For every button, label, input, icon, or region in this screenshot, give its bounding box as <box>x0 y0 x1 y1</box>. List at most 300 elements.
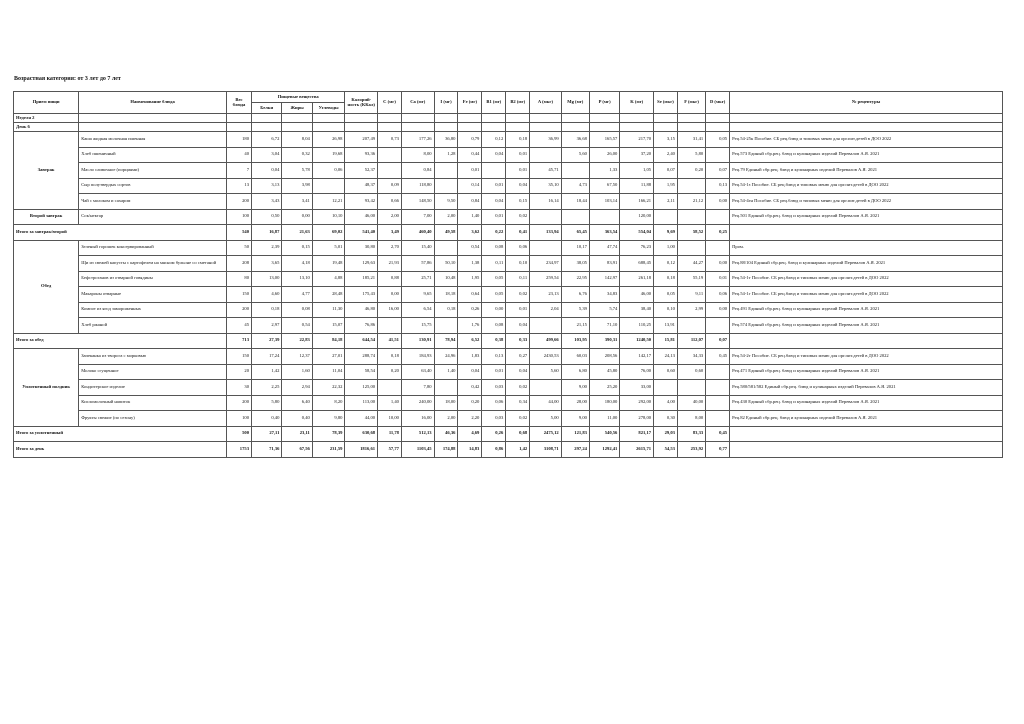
header-weight: Вес блюда <box>227 92 252 114</box>
value-cell: 1,60 <box>282 364 312 380</box>
value-cell: 0,44 <box>458 147 482 163</box>
value-cell: 0,30 <box>654 411 678 427</box>
header-ca: Ca (мг) <box>401 92 434 114</box>
value-cell: 35,10 <box>530 178 562 194</box>
value-cell: 11,04 <box>312 364 345 380</box>
total-row <box>14 333 1003 349</box>
value-cell: 0,02 <box>506 209 530 225</box>
table-row <box>14 178 1003 194</box>
dish-name: Зеленый горошек консервированный <box>79 240 227 256</box>
value-cell: 10,48 <box>434 271 458 287</box>
value-cell: 9,11 <box>677 287 705 303</box>
value-cell: 2,40 <box>654 147 678 163</box>
value-cell: 2,70 <box>378 240 402 256</box>
value-cell: 28,48 <box>312 287 345 303</box>
dish-name: Кисломолочный напиток <box>79 395 227 411</box>
value-cell: 5,60 <box>561 147 589 163</box>
value-cell: 33,00 <box>620 380 654 396</box>
value-cell: 18,44 <box>561 194 589 210</box>
value-cell: 0,04 <box>506 364 530 380</box>
value-cell: 512,13 <box>401 426 434 442</box>
value-cell: 1,00 <box>654 240 678 256</box>
value-cell: 0,11 <box>506 271 530 287</box>
value-cell: 0,04 <box>506 178 530 194</box>
value-cell: 554,04 <box>620 225 654 241</box>
value-cell <box>434 163 458 179</box>
value-cell: 0,38 <box>482 333 506 349</box>
dish-name: Сыр полутвердых сортов <box>79 178 227 194</box>
value-cell <box>530 147 562 163</box>
value-cell: 93,42 <box>345 194 378 210</box>
recipe-cell <box>730 442 1003 458</box>
value-cell: 0,00 <box>378 287 402 303</box>
total-label: Итого за день <box>14 442 227 458</box>
table-row <box>14 147 1003 163</box>
total-row <box>14 442 1003 458</box>
value-cell: 0,20 <box>378 364 402 380</box>
value-cell: 4,73 <box>561 178 589 194</box>
value-cell: 9,65 <box>401 287 434 303</box>
value-cell: 0,20 <box>458 395 482 411</box>
value-cell <box>561 209 589 225</box>
day-label: День 6 <box>14 123 79 132</box>
recipe-cell: Рец.501 Единый сбр.рец. блюд и кулинарных изделий Перевалов А.Я. 2021 <box>730 209 1003 225</box>
value-cell: 18,18 <box>434 287 458 303</box>
value-cell: 200 <box>227 395 252 411</box>
value-cell: 5,80 <box>677 147 705 163</box>
value-cell: 166,21 <box>620 194 654 210</box>
value-cell: 69,02 <box>312 225 345 241</box>
value-cell: 2,25 <box>251 380 281 396</box>
value-cell: 3,41 <box>282 194 312 210</box>
header-i: I (мг) <box>434 92 458 114</box>
header-b1: B1 (мг) <box>482 92 506 114</box>
value-cell: 17,24 <box>251 349 281 365</box>
value-cell <box>706 147 730 163</box>
value-cell: 5,39 <box>561 302 589 318</box>
value-cell: 8,04 <box>282 132 312 148</box>
recipe-cell: Рец.54-1т Пособие. СБ рец.блюд и типовых меню для орг.пит.детей в ДОО 2022 <box>730 271 1003 287</box>
value-cell <box>706 240 730 256</box>
value-cell: 2475,12 <box>530 426 562 442</box>
value-cell: 30,80 <box>345 240 378 256</box>
value-cell: 500 <box>227 426 252 442</box>
value-cell <box>654 209 678 225</box>
value-cell: 0,01 <box>482 178 506 194</box>
value-cell: 21,15 <box>561 318 589 334</box>
value-cell: 84,18 <box>312 333 345 349</box>
value-cell: 0,26 <box>482 426 506 442</box>
value-cell: 541,40 <box>345 225 378 241</box>
value-cell: 12,37 <box>282 349 312 365</box>
value-cell: 65,45 <box>561 225 589 241</box>
meal-label: Завтрак <box>14 132 79 210</box>
value-cell: 688,45 <box>620 256 654 272</box>
value-cell: 208,56 <box>589 349 619 365</box>
value-cell: 0,08 <box>482 318 506 334</box>
value-cell: 6,80 <box>561 364 589 380</box>
value-cell: 175,43 <box>345 287 378 303</box>
value-cell: 44,00 <box>530 395 562 411</box>
value-cell: 7,80 <box>401 380 434 396</box>
value-cell: 25,20 <box>589 380 619 396</box>
value-cell: 200 <box>227 194 252 210</box>
value-cell: 0,26 <box>458 302 482 318</box>
value-cell: 44,27 <box>677 256 705 272</box>
value-cell: 118,80 <box>401 178 434 194</box>
value-cell: 24,13 <box>654 349 678 365</box>
value-cell: 0,00 <box>706 256 730 272</box>
value-cell: 0,05 <box>482 271 506 287</box>
value-cell: 27,01 <box>312 349 345 365</box>
recipe-cell: Рец.88/104 Единый сбр.рец. блюд и кулинарных изделий Перевалов А.Я. 2021 <box>730 256 1003 272</box>
recipe-cell: Пром. <box>730 240 1003 256</box>
value-cell: 297,24 <box>561 442 589 458</box>
value-cell: 16,14 <box>530 194 562 210</box>
value-cell: 46,36 <box>434 426 458 442</box>
header-carbs: Углеводы <box>312 103 345 114</box>
value-cell: 2615,71 <box>620 442 654 458</box>
value-cell <box>530 209 562 225</box>
value-cell: 5,78 <box>282 163 312 179</box>
value-cell: 11,88 <box>620 178 654 194</box>
value-cell: 630,68 <box>345 426 378 442</box>
value-cell: 2,99 <box>677 302 705 318</box>
value-cell: 0,34 <box>506 395 530 411</box>
value-cell: 0,00 <box>482 302 506 318</box>
value-cell: 261,18 <box>620 271 654 287</box>
value-cell: 121,83 <box>561 426 589 442</box>
value-cell: 93,36 <box>345 147 378 163</box>
value-cell: 5,01 <box>312 240 345 256</box>
value-cell: 0,66 <box>378 194 402 210</box>
value-cell: 0,04 <box>506 318 530 334</box>
value-cell: 4,18 <box>282 256 312 272</box>
value-cell: 0,45 <box>706 426 730 442</box>
value-cell: 10,00 <box>378 411 402 427</box>
value-cell: 0,01 <box>506 147 530 163</box>
value-cell <box>706 395 730 411</box>
value-cell: 0,04 <box>458 364 482 380</box>
table-row <box>14 209 1003 225</box>
value-cell: 11,00 <box>589 411 619 427</box>
value-cell: 2,00 <box>434 411 458 427</box>
recipe-cell: Рец.491 Единый сбр.рец. блюд и кулинарных изделий Перевалов А.Я. 2021 <box>730 302 1003 318</box>
day-row <box>14 123 1003 132</box>
value-cell: 540 <box>227 225 252 241</box>
value-cell: 0,00 <box>706 194 730 210</box>
value-cell: 0,00 <box>706 302 730 318</box>
value-cell: 57,86 <box>401 256 434 272</box>
table-row <box>14 256 1003 272</box>
value-cell: 113,00 <box>345 395 378 411</box>
value-cell: 0,27 <box>506 349 530 365</box>
value-cell: 0,06 <box>506 240 530 256</box>
value-cell: 9,80 <box>312 411 345 427</box>
value-cell: 0,04 <box>482 147 506 163</box>
value-cell: 4,60 <box>251 287 281 303</box>
value-cell: 0,01 <box>506 163 530 179</box>
value-cell: 0,10 <box>654 302 678 318</box>
value-cell <box>530 380 562 396</box>
value-cell: 0,08 <box>482 240 506 256</box>
value-cell: 23,11 <box>282 426 312 442</box>
value-cell <box>434 380 458 396</box>
total-row <box>14 426 1003 442</box>
value-cell <box>378 163 402 179</box>
value-cell: 0,10 <box>506 256 530 272</box>
value-cell: 36,80 <box>434 132 458 148</box>
value-cell <box>677 178 705 194</box>
value-cell: 125,00 <box>345 380 378 396</box>
value-cell <box>312 178 345 194</box>
value-cell: 0,02 <box>506 411 530 427</box>
value-cell: 208 <box>227 256 252 272</box>
value-cell: 821,17 <box>620 426 654 442</box>
value-cell: 150 <box>227 287 252 303</box>
value-cell: 27,11 <box>251 426 281 442</box>
header-protein: Белки <box>251 103 281 114</box>
recipe-cell: Рец.82 Единый сбр.рец. блюд и кулинарных изделий Перевалов А.Я. 2021 <box>730 411 1003 427</box>
value-cell: 217,70 <box>620 132 654 148</box>
meal-label: Уплотненный полдник <box>14 349 79 427</box>
value-cell: 0,60 <box>654 364 678 380</box>
value-cell <box>530 240 562 256</box>
value-cell <box>706 209 730 225</box>
value-cell: 6,52 <box>458 333 482 349</box>
dish-name: Каша жидкая молочная пшенная <box>79 132 227 148</box>
value-cell: 0,68 <box>506 426 530 442</box>
value-cell: 34,33 <box>677 349 705 365</box>
dish-name: Фрукты свежие (по сезону) <box>79 411 227 427</box>
table-row <box>14 271 1003 287</box>
value-cell: 3,13 <box>251 178 281 194</box>
value-cell: 0,73 <box>378 132 402 148</box>
value-cell: 25,71 <box>401 271 434 287</box>
value-cell: 292,00 <box>620 395 654 411</box>
value-cell: 0,79 <box>458 132 482 148</box>
value-cell: 0,41 <box>506 225 530 241</box>
value-cell: 0,18 <box>434 302 458 318</box>
dish-name: Хлеб ржаной <box>79 318 227 334</box>
value-cell: 5,00 <box>530 411 562 427</box>
value-cell: 34,83 <box>589 287 619 303</box>
value-cell: 1,40 <box>434 364 458 380</box>
value-cell: 6,40 <box>282 395 312 411</box>
value-cell: 540,56 <box>589 426 619 442</box>
dish-name: Чай с молоком и сахаром <box>79 194 227 210</box>
value-cell: 21,93 <box>378 256 402 272</box>
value-cell: 1,05 <box>620 163 654 179</box>
value-cell: 2,00 <box>434 209 458 225</box>
value-cell: 2,39 <box>251 240 281 256</box>
value-cell: 1,28 <box>434 147 458 163</box>
value-cell: 0,13 <box>482 349 506 365</box>
value-cell: 0,60 <box>677 364 705 380</box>
header-k: K (мг) <box>620 92 654 114</box>
value-cell: 0,25 <box>706 225 730 241</box>
value-cell: 0,01 <box>482 209 506 225</box>
value-cell: 19,68 <box>312 147 345 163</box>
value-cell: 36,68 <box>561 132 589 148</box>
age-category: Возрастная категория: от 3 лет до 7 лет <box>14 76 121 82</box>
value-cell: 1292,41 <box>589 442 619 458</box>
value-cell: 76,00 <box>620 364 654 380</box>
recipe-cell: Рец.54-1г Пособие. СБ рец.блюд и типовых меню для орг.пит.детей в ДОО 2022 <box>730 287 1003 303</box>
value-cell: 58,52 <box>677 225 705 241</box>
value-cell: 57,77 <box>378 442 402 458</box>
value-cell: 0,18 <box>506 132 530 148</box>
value-cell: 130,91 <box>401 333 434 349</box>
value-cell: 0,12 <box>654 256 678 272</box>
recipe-cell: Рец.79 Единый сбр.рец. блюд и кулинарных изделий Перевалов А.Я. 2021 <box>730 163 1003 179</box>
value-cell: 0,04 <box>251 163 281 179</box>
value-cell <box>561 163 589 179</box>
value-cell: 207,49 <box>345 132 378 148</box>
value-cell: 26,98 <box>312 132 345 148</box>
value-cell: 0,40 <box>251 411 281 427</box>
table-body <box>14 114 1003 458</box>
value-cell: 184,93 <box>401 349 434 365</box>
value-cell: 0,54 <box>282 318 312 334</box>
value-cell: 103,95 <box>561 333 589 349</box>
value-cell: 55,19 <box>677 271 705 287</box>
value-cell: 3,15 <box>654 132 678 148</box>
header-se: Se (мкг) <box>654 92 678 114</box>
value-cell: 0,01 <box>458 163 482 179</box>
value-cell: 5,80 <box>251 395 281 411</box>
value-cell: 0,88 <box>378 271 402 287</box>
value-cell: 63,40 <box>401 364 434 380</box>
total-label: Итого за завтрак/второй <box>14 225 227 241</box>
value-cell <box>654 380 678 396</box>
value-cell: 10,17 <box>561 240 589 256</box>
value-cell: 76,23 <box>620 240 654 256</box>
value-cell: 28,00 <box>561 395 589 411</box>
table-row <box>14 287 1003 303</box>
value-cell: 50 <box>227 240 252 256</box>
value-cell: 165,57 <box>589 132 619 148</box>
value-cell: 9,69 <box>654 225 678 241</box>
value-cell: 6,72 <box>251 132 281 148</box>
week-label: Неделя 2 <box>14 114 79 123</box>
value-cell: 8,20 <box>312 395 345 411</box>
header-c: С (мг) <box>378 92 402 114</box>
value-cell: 180 <box>227 132 252 148</box>
value-cell: 200 <box>227 302 252 318</box>
value-cell: 1103,45 <box>401 442 434 458</box>
value-cell: 2430,53 <box>530 349 562 365</box>
dish-name: Запеканка из творога с морковью <box>79 349 227 365</box>
value-cell: 499,66 <box>530 333 562 349</box>
value-cell: 78,39 <box>312 426 345 442</box>
value-cell: 15,81 <box>654 333 678 349</box>
total-label: Итого за обед <box>14 333 227 349</box>
header-p: P (мг) <box>589 92 619 114</box>
value-cell: 0,77 <box>706 442 730 458</box>
value-cell: 0,07 <box>706 163 730 179</box>
value-cell: 0,06 <box>706 287 730 303</box>
value-cell <box>482 163 506 179</box>
value-cell: 0,08 <box>282 302 312 318</box>
value-cell: 1,33 <box>589 163 619 179</box>
value-cell: 67,50 <box>589 178 619 194</box>
value-cell: 1240,50 <box>620 333 654 349</box>
value-cell: 15,40 <box>401 240 434 256</box>
value-cell: 1,95 <box>654 178 678 194</box>
value-cell: 1,40 <box>378 395 402 411</box>
value-cell: 5,60 <box>530 364 562 380</box>
value-cell: 644,54 <box>345 333 378 349</box>
value-cell: 11,78 <box>378 426 402 442</box>
value-cell: 177,26 <box>401 132 434 148</box>
value-cell <box>530 318 562 334</box>
header-d: D (мкг) <box>706 92 730 114</box>
value-cell: 50,10 <box>434 256 458 272</box>
table-row <box>14 364 1003 380</box>
value-cell: 58,54 <box>345 364 378 380</box>
value-cell: 120,00 <box>620 209 654 225</box>
value-cell: 46,00 <box>345 209 378 225</box>
value-cell: 0,45 <box>706 349 730 365</box>
value-cell: 0,02 <box>506 380 530 396</box>
value-cell: 142,97 <box>589 271 619 287</box>
value-cell <box>589 209 619 225</box>
value-cell: 142,17 <box>620 349 654 365</box>
value-cell: 18,00 <box>434 395 458 411</box>
header-meal: Прием пищи <box>14 92 79 114</box>
value-cell: 4,77 <box>282 287 312 303</box>
dish-name: Макароны отварные <box>79 287 227 303</box>
value-cell: 148,50 <box>401 194 434 210</box>
value-cell: 9,50 <box>434 194 458 210</box>
value-cell: 8,00 <box>401 147 434 163</box>
header-f: F (мкг) <box>677 92 705 114</box>
value-cell: 1753 <box>227 442 252 458</box>
value-cell: 150 <box>227 349 252 365</box>
value-cell: 46,80 <box>345 302 378 318</box>
value-cell: 38,05 <box>561 256 589 272</box>
value-cell: 0,06 <box>312 163 345 179</box>
value-cell: 2,04 <box>530 302 562 318</box>
value-cell: 16,00 <box>401 411 434 427</box>
value-cell: 76,86 <box>345 318 378 334</box>
menu-table <box>13 91 1003 458</box>
table-row <box>14 194 1003 210</box>
table-row <box>14 411 1003 427</box>
header-kcal: Калорий-ность (ККал) <box>345 92 378 114</box>
dish-name: Молоко сгущенное <box>79 364 227 380</box>
value-cell: 71,10 <box>589 318 619 334</box>
header-nutrients: Пищевые вещества <box>251 92 344 103</box>
value-cell <box>677 240 705 256</box>
value-cell: 234,97 <box>530 256 562 272</box>
value-cell: 390,31 <box>589 333 619 349</box>
value-cell: 0,42 <box>458 380 482 396</box>
value-cell: 103,14 <box>589 194 619 210</box>
value-cell: 71,36 <box>251 442 281 458</box>
value-cell: 0,18 <box>654 271 678 287</box>
value-cell: 174,88 <box>434 442 458 458</box>
value-cell: 110,25 <box>620 318 654 334</box>
value-cell: 133,94 <box>530 225 562 241</box>
value-cell: 8,00 <box>677 411 705 427</box>
value-cell <box>677 380 705 396</box>
total-row <box>14 225 1003 241</box>
value-cell: 0,84 <box>401 163 434 179</box>
value-cell: 3,04 <box>251 147 281 163</box>
value-cell: 13,91 <box>654 318 678 334</box>
